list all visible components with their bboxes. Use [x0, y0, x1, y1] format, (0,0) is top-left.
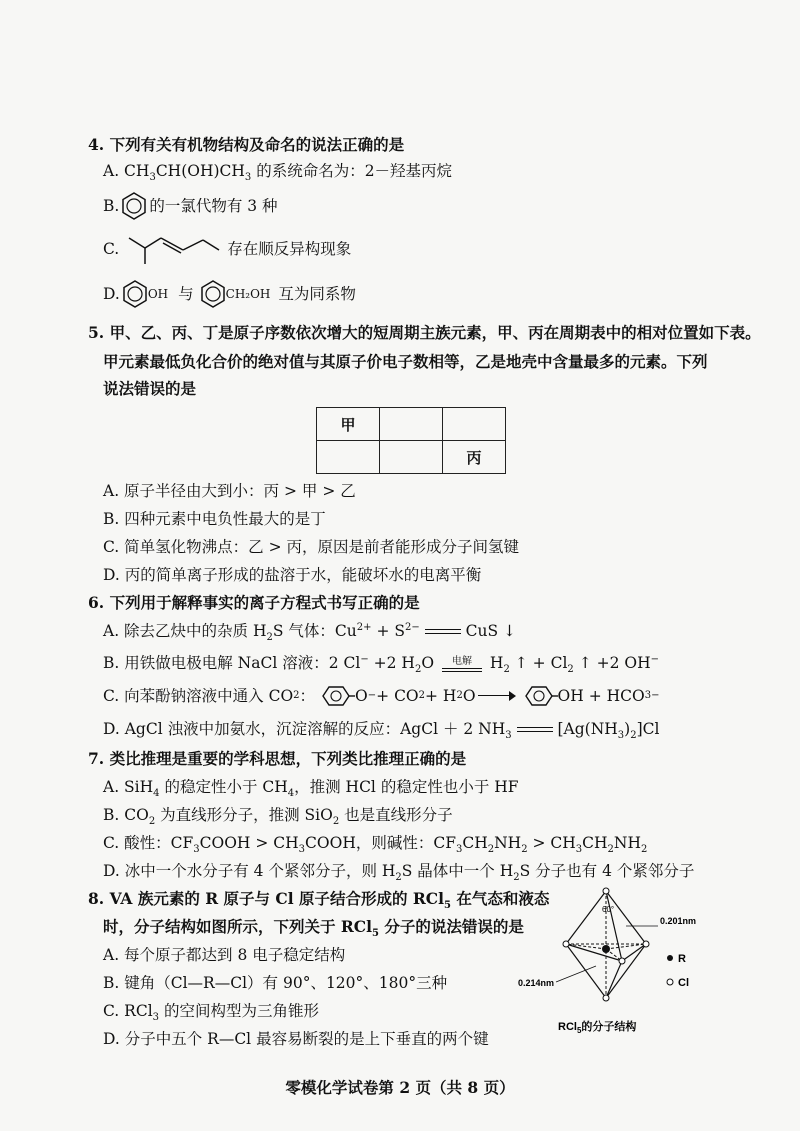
legend-cl: Cl — [678, 977, 689, 989]
equals-arrow-icon — [517, 725, 553, 735]
alkene-skeleton-icon — [123, 232, 223, 266]
q8-option-a: A. 每个原子都达到 8 电子稳定结构 — [103, 946, 346, 964]
atom-cl-left — [563, 941, 569, 947]
rcl5-structure-figure — [518, 886, 718, 1036]
phenol-product-ring-icon — [518, 685, 558, 707]
q8-option-b: B. 键角（Cl—R—Cl）有 90°、120°、180°三种 — [103, 974, 448, 992]
phenoxide-ring-icon — [315, 685, 355, 707]
equals-arrow-icon — [425, 627, 461, 637]
q4-option-a: A. $CH_3CH(OH)CH_3$ 的系统命名为：2－羟基丙烷 — [103, 162, 453, 184]
cell-jia: 甲 — [317, 408, 380, 441]
legend-r: R — [678, 953, 686, 965]
benzene-ring-icon — [119, 191, 149, 221]
q7-option-a: A. SiH$_4$ 的稳定性小于 $CH_4$，推测 HCl 的稳定性也小于 HF — [103, 778, 519, 800]
q8-stem-line1: 8. VA 族元素的 R 原子与 Cl 原子结合形成的 RCl$_5$ 在气态和液态 — [88, 889, 550, 912]
q7-option-d: D. 冰中一个水分子有 4 个紧邻分子，则 $H_2S$ 晶体中一个 $H_2S$ 分子也有 4 个紧邻分子 — [103, 862, 695, 884]
atom-cl-front — [619, 958, 625, 964]
q5-option-b: B. 四种元素中电负性最大的是丁 — [103, 510, 326, 528]
figure-caption: RCl$_5$的分子结构 — [558, 1021, 637, 1035]
reaction-arrow-icon — [478, 691, 516, 701]
atom-r-center — [602, 945, 610, 953]
q7-option-c: C. 酸性：$CF_3COOH$ > $CH_3COOH$，则碱性：$CF_3CH_2NH_2 > CH_3CH_2NH_2$ — [103, 834, 648, 856]
q8-stem-line2: 时，分子结构如图所示，下列关于 RCl$_5$ 分子的说法错误的是 — [103, 917, 524, 940]
angle-label: 60° — [602, 905, 615, 914]
q4-option-c: C. 存在顺反异构现象 — [103, 232, 351, 266]
q5-stem-line3: 说法错误的是 — [103, 379, 197, 398]
q5-option-a: A. 原子半径由大到小：丙 > 甲 > 乙 — [103, 482, 356, 500]
q4-option-b: B. 的一氯代物有 3 种 — [103, 191, 278, 221]
q7-stem: 7. 类比推理是重要的学科思想，下列类比推理正确的是 — [88, 749, 467, 768]
atom-cl-top — [603, 888, 609, 894]
q4-stem: 4. 下列有关有机物结构及命名的说法正确的是 — [88, 135, 405, 154]
q7-option-b: B. $CO_2$ 为直线形分子，推测 SiO$_2$ 也是直线形分子 — [103, 806, 453, 828]
bond-length-label-2: 0.214nm — [518, 978, 555, 988]
q8-option-c: C. RCl$_3$ 的空间构型为三角锥形 — [103, 1002, 319, 1024]
atom-cl-bottom — [603, 995, 609, 1001]
q6-stem: 6. 下列用于解释事实的离子方程式书写正确的是 — [88, 593, 420, 612]
q5-option-c: C. 简单氢化物沸点：乙 > 丙，原因是前者能形成分子间氢键 — [103, 538, 520, 556]
periodic-table-fragment — [316, 407, 506, 474]
atom-cl-right — [643, 941, 649, 947]
q8-option-d: D. 分子中五个 R—Cl 最容易断裂的是上下垂直的两个键 — [103, 1030, 489, 1048]
q6-option-c: C. 向苯酚钠溶液中通入 CO 2 ： O − + CO 2 + H 2 O OH + HCO 3 − — [103, 687, 660, 705]
q6-option-b: B. 用铁做电极电解 NaCl 溶液：2 Cl− +2 $H_2O$ 电解 $H_2$ ↑ + $Cl_2$ ↑ +2 OH− — [103, 653, 660, 676]
q5-stem-line1: 5. 甲、乙、丙、丁是原子序数依次增大的短周期主族元素，甲、丙在周期表中的相对位置如下表。 — [88, 323, 761, 342]
phenol-ring-icon — [120, 279, 150, 309]
q5-option-d: D. 丙的简单离子形成的盐溶于水，能破坏水的电离平衡 — [103, 566, 482, 584]
bond-length-label-1: 0.201nm — [660, 916, 697, 926]
cell-bing: 丙 — [443, 441, 506, 474]
electrolysis-arrow: 电解 — [442, 657, 482, 672]
benzyl-alcohol-ring-icon — [198, 279, 228, 309]
q5-stem-line2: 甲元素最低负化合价的绝对值与其原子价电子数相等，乙是地壳中含量最多的元素。下列 — [103, 352, 708, 371]
q4-option-d: D. OH 与 CH₂OH 互为同系物 — [103, 279, 356, 309]
q6-option-d: D. AgCl 浊液中加氨水，沉淀溶解的反应：AgCl ＋ 2 $NH_3$ $[Ag(NH_3)_2]Cl$ — [103, 720, 660, 742]
q6-option-a: A. 除去乙炔中的杂质 $H_2S$ 气体：$Cu^{2+} + S^{2-}$ CuS ↓ — [103, 621, 516, 644]
page-footer: 零模化学试卷第 2 页（共 8 页） — [285, 1078, 515, 1097]
